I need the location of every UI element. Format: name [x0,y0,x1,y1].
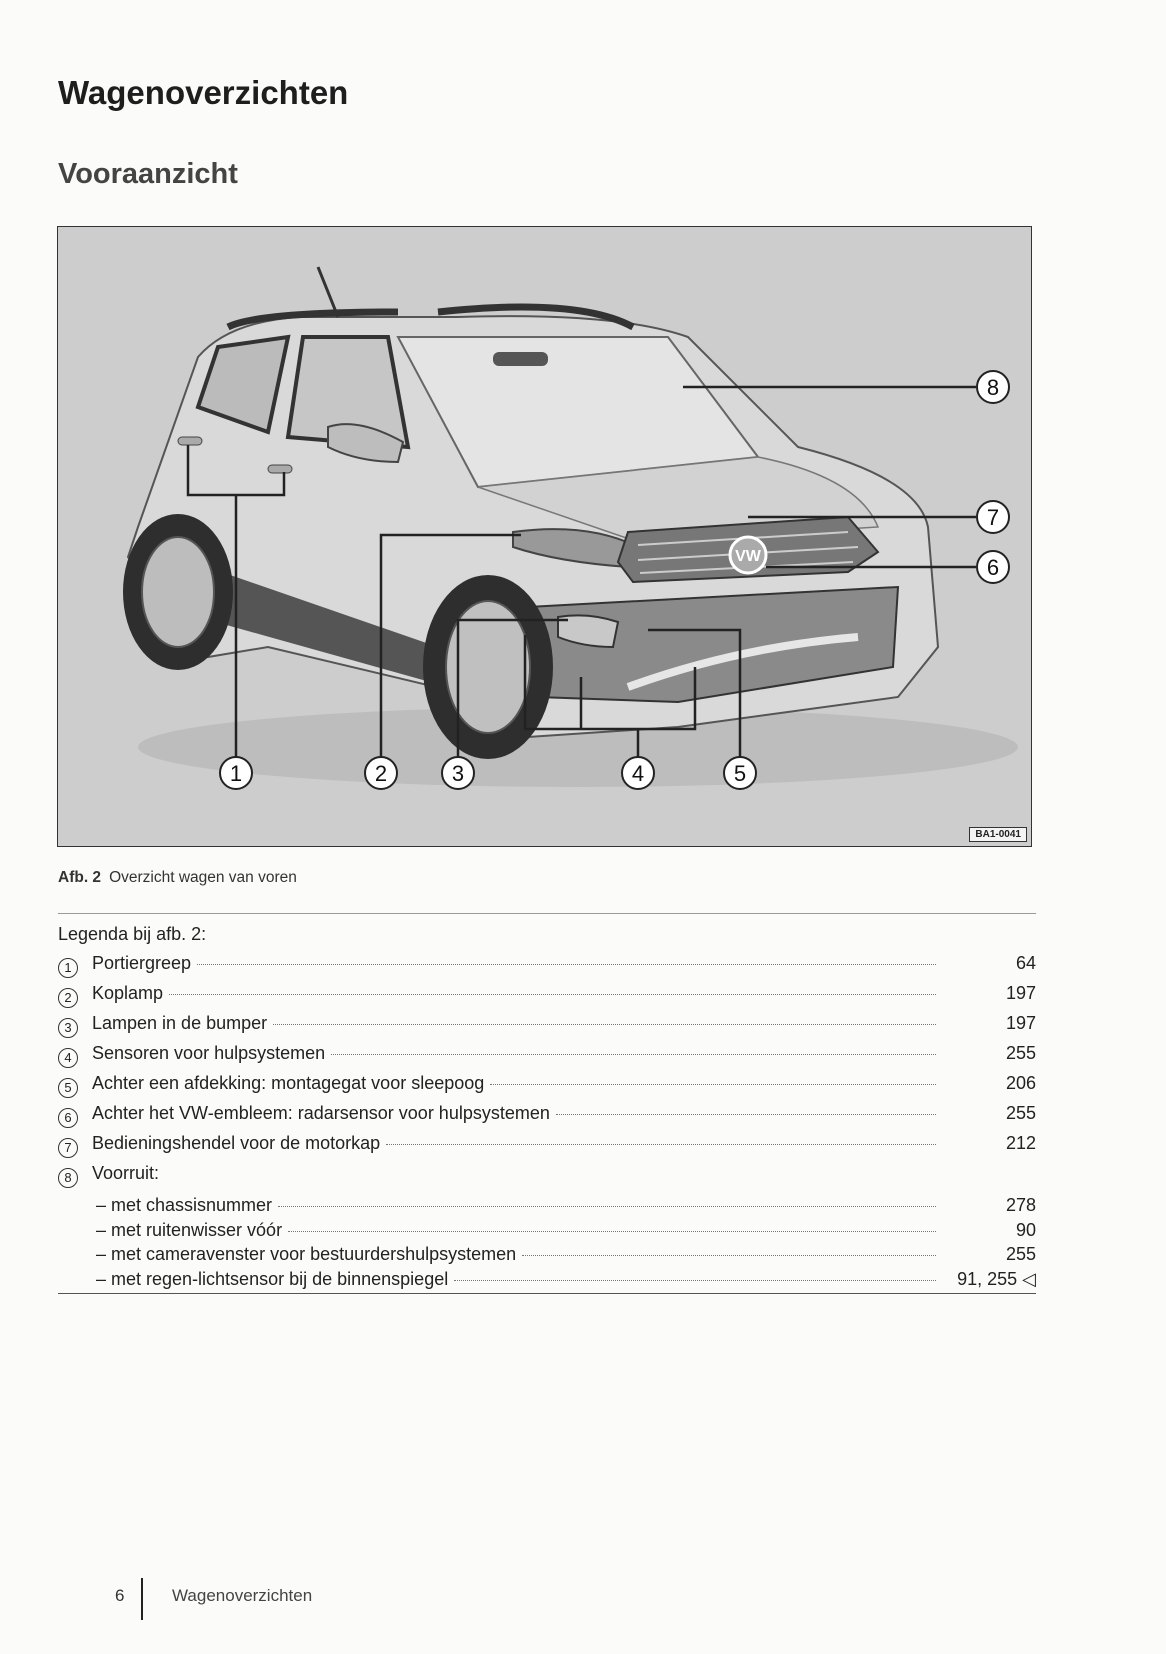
svg-text:2: 2 [374,761,388,786]
number-badge: 7 [58,1138,78,1158]
legend-subitem [58,1269,1036,1295]
legend-item [58,1133,1036,1159]
callout-7 [977,501,1009,533]
leader-dots [197,964,936,965]
legend-label: Achter een afdekking: montagegat voor sleepoog [92,1073,485,1093]
number-badge: 3 [58,1018,78,1038]
legend-label: Portiergreep [92,953,192,973]
svg-text:1: 1 [229,761,243,786]
divider [58,913,1036,914]
legend-label: Achter het VW-embleem: radarsensor voor hulpsystemen [92,1103,550,1123]
callout-4 [622,757,654,789]
legend-subitem [58,1195,1036,1221]
svg-text:8: 8 [986,375,1000,400]
legend-title: Legenda bij afb. 2: [58,924,207,944]
page-ref: 206 [1005,1073,1036,1093]
legend-item [58,1013,1036,1039]
legend-subitem [58,1244,1036,1270]
svg-text:5: 5 [733,761,747,786]
footer-section: Wagenoverzichten [172,1586,313,1605]
figure-caption [58,869,297,887]
number-badge: 4 [58,1048,78,1068]
callout-1 [220,757,252,789]
legend-label: – met ruitenwisser vóór [96,1219,283,1240]
page-ref: 91, 255 ◁ [957,1268,1036,1289]
leader-dots [454,1280,936,1281]
car-drawing [58,227,1031,846]
svg-text:VW: VW [735,548,761,565]
number-badge: 1 [58,958,78,978]
page-ref: 197 [1005,983,1036,1003]
leader-dots [273,1024,936,1025]
page-ref: 255 [1005,1043,1036,1063]
page-ref: 197 [1005,1013,1036,1033]
svg-text:4: 4 [631,761,645,786]
caption-label: Afb. 2 [58,869,102,886]
callout-5 [724,757,756,789]
page-ref: 278 [1005,1195,1036,1215]
car-front-illustration [57,226,1032,847]
leader-dots [556,1114,936,1115]
page-number: 6 [115,1586,125,1605]
number-badge: 8 [58,1168,78,1188]
legend-item [58,1073,1036,1099]
section-heading: Vooraanzicht [58,158,238,190]
number-badge: 2 [58,988,78,1008]
legend-label: Sensoren voor hulpsystemen [92,1043,326,1063]
svg-text:7: 7 [986,505,1000,530]
page-ref: 255 [1005,1244,1036,1264]
svg-text:3: 3 [451,761,465,786]
figure-code: BA1-0041 [969,827,1027,842]
legend-label: Voorruit: [92,1163,160,1183]
footer-divider [141,1578,143,1620]
page-ref: 212 [1005,1133,1036,1153]
leader-dots [169,994,936,995]
leader-dots [522,1255,936,1256]
legend-item [58,1103,1036,1129]
legend-label: – met cameravenster voor bestuurdershulpsystemen [96,1244,517,1264]
legend-label: Bedieningshendel voor de motorkap [92,1133,381,1153]
leader-dots [278,1206,936,1207]
callout-3 [442,757,474,789]
legend-label: Lampen in de bumper [92,1013,268,1033]
legend-item [58,1043,1036,1069]
number-badge: 5 [58,1078,78,1098]
page-ref: 90 [1015,1219,1036,1240]
page-title: Wagenoverzichten [58,74,349,111]
divider [58,1293,1036,1294]
callout-2 [365,757,397,789]
legend-label: – met regen-lichtsensor bij de binnenspiegel [96,1268,449,1289]
callout-8 [977,371,1009,403]
legend-label: – met chassisnummer [96,1195,273,1215]
leader-dots [386,1144,936,1145]
caption-text: Overzicht wagen van voren [109,869,297,886]
leader-dots [331,1054,936,1055]
callout-6 [977,551,1009,583]
legend-item [58,953,1036,979]
page-ref: 255 [1005,1103,1036,1123]
leader-dots [288,1231,936,1232]
svg-text:6: 6 [986,555,1000,580]
page-ref: 64 [1015,953,1036,973]
legend-item [58,1163,1036,1189]
legend-subitem [58,1220,1036,1246]
legend-item [58,983,1036,1009]
leader-dots [490,1084,936,1085]
number-badge: 6 [58,1108,78,1128]
legend-label: Koplamp [92,983,164,1003]
